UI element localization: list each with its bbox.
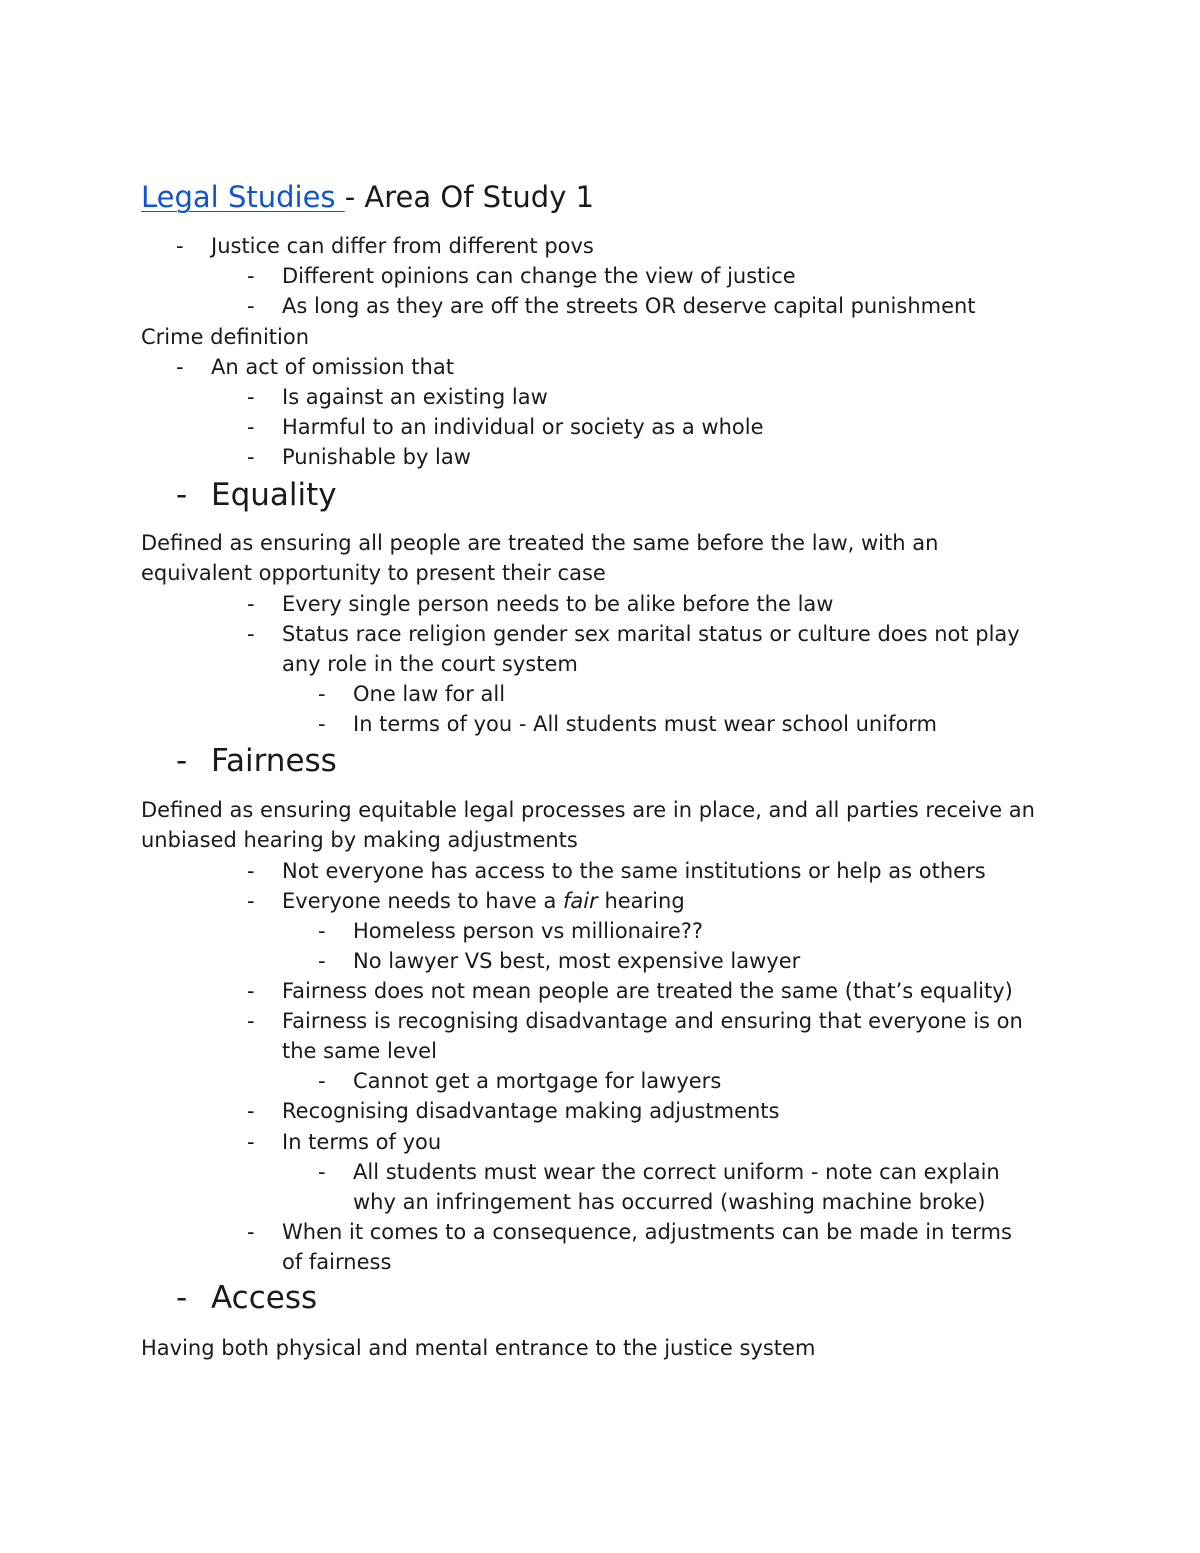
bullet-marker: - xyxy=(247,264,255,288)
title-rest: - Area Of Study 1 xyxy=(344,180,595,214)
bullet-marker: - xyxy=(318,682,326,706)
list-item: Harmful to an individual or society as a whole xyxy=(282,415,764,439)
list-item: Homeless person vs millionaire?? xyxy=(353,919,704,943)
list-item: Every single person needs to be alike before the law xyxy=(282,592,834,616)
bullet-marker: - xyxy=(247,385,255,409)
bullet-marker: - xyxy=(176,234,184,258)
list-item: Fairness does not mean people are treated the same (that’s equality) xyxy=(282,979,1013,1003)
bullet-marker: - xyxy=(247,294,255,318)
bullet-marker: - xyxy=(247,1130,255,1154)
bullet-marker: - xyxy=(318,712,326,736)
list-item: Punishable by law xyxy=(282,445,471,469)
bullet-marker: - xyxy=(318,1160,326,1184)
list-item: One law for all xyxy=(353,682,506,706)
list-item: Is against an existing law xyxy=(282,385,548,409)
equality-definition: equivalent opportunity to present their case xyxy=(141,561,606,585)
list-item: Recognising disadvantage making adjustments xyxy=(282,1099,780,1123)
bullet-marker: - xyxy=(247,592,255,616)
fairness-heading: Fairness xyxy=(211,743,337,779)
equality-heading: Equality xyxy=(211,477,337,513)
list-item: An act of omission that xyxy=(211,355,454,379)
crime-definition-label: Crime definition xyxy=(141,325,310,349)
fairness-definition: unbiased hearing by making adjustments xyxy=(141,828,578,852)
list-item-continuation: the same level xyxy=(282,1039,437,1063)
bullet-marker: - xyxy=(247,859,255,883)
bullet-marker: - xyxy=(318,919,326,943)
bullet-marker: - xyxy=(318,949,326,973)
heading-bullet: - xyxy=(176,1280,188,1316)
heading-bullet: - xyxy=(176,743,188,779)
bullet-marker: - xyxy=(247,979,255,1003)
text-segment: Everyone needs to have a xyxy=(282,889,564,913)
bullet-marker: - xyxy=(318,1069,326,1093)
list-item: When it comes to a consequence, adjustments can be made in terms xyxy=(282,1220,1012,1244)
list-item: All students must wear the correct uniform - note can explain xyxy=(353,1160,1000,1184)
bullet-marker: - xyxy=(247,1099,255,1123)
list-item: Cannot get a mortgage for lawyers xyxy=(353,1069,722,1093)
list-item: Justice can differ from different povs xyxy=(211,234,594,258)
list-item: Status race religion gender sex marital status or culture does not play xyxy=(282,622,1020,646)
list-item: No lawyer VS best, most expensive lawyer xyxy=(353,949,801,973)
page-title xyxy=(141,176,594,218)
bullet-marker: - xyxy=(247,622,255,646)
heading-bullet: - xyxy=(176,477,188,513)
bullet-marker: - xyxy=(247,415,255,439)
list-item: As long as they are off the streets OR deserve capital punishment xyxy=(282,294,976,318)
list-item-continuation: any role in the court system xyxy=(282,652,578,676)
access-definition: Having both physical and mental entrance to the justice system xyxy=(141,1336,816,1360)
bullet-marker: - xyxy=(176,355,184,379)
bullet-marker: - xyxy=(247,1220,255,1244)
bullet-marker: - xyxy=(247,1009,255,1033)
emphasis-text: fair xyxy=(563,889,598,913)
list-item-continuation: of fairness xyxy=(282,1250,392,1274)
bullet-marker: - xyxy=(247,889,255,913)
text-segment: hearing xyxy=(597,889,685,913)
list-item: Different opinions can change the view of justice xyxy=(282,264,796,288)
list-item: Fairness is recognising disadvantage and ensuring that everyone is on xyxy=(282,1009,1023,1033)
list-item xyxy=(282,886,685,916)
list-item-continuation: why an infringement has occurred (washing machine broke) xyxy=(353,1190,986,1214)
legal-studies-link[interactable]: Legal Studies xyxy=(141,180,345,214)
list-item: In terms of you - All students must wear school uniform xyxy=(353,712,938,736)
equality-definition: Defined as ensuring all people are treated the same before the law, with an xyxy=(141,531,939,555)
list-item: In terms of you xyxy=(282,1130,442,1154)
fairness-definition: Defined as ensuring equitable legal processes are in place, and all parties receive an xyxy=(141,798,1035,822)
list-item: Not everyone has access to the same institutions or help as others xyxy=(282,859,986,883)
bullet-marker: - xyxy=(247,445,255,469)
access-heading: Access xyxy=(211,1280,318,1316)
